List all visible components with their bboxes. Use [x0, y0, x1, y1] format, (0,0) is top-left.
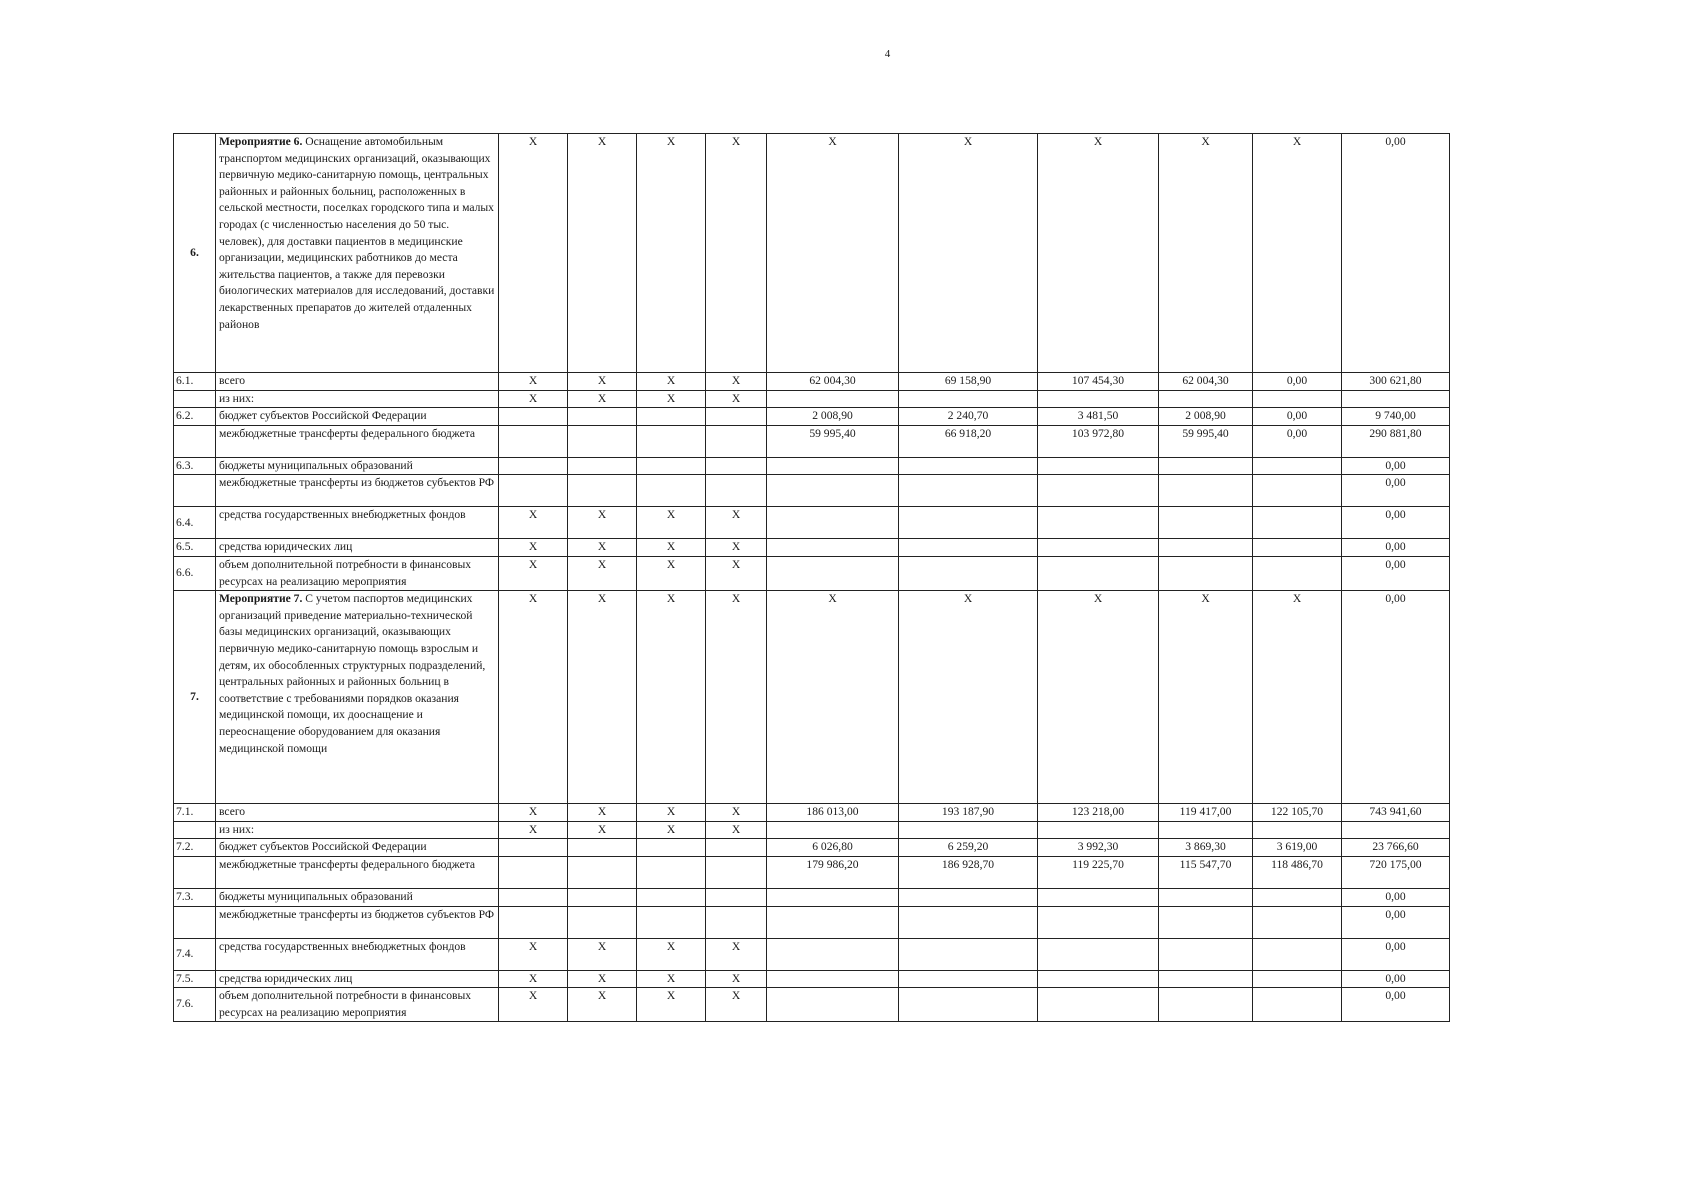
- value-cell: X: [637, 988, 706, 1022]
- value-cell: [1038, 475, 1159, 507]
- value-cell: X: [637, 390, 706, 408]
- value-cell: X: [637, 804, 706, 822]
- table-row: [174, 390, 1450, 408]
- value-cell: [499, 839, 568, 857]
- value-cell: 119 225,70: [1038, 856, 1159, 888]
- value-cell: 3 992,30: [1038, 839, 1159, 857]
- value-cell: X: [568, 373, 637, 391]
- value-cell: 59 995,40: [767, 425, 899, 457]
- value-cell: 186 013,00: [767, 804, 899, 822]
- value-cell: [1253, 390, 1342, 408]
- row-label: межбюджетные трансферты из бюджетов субъектов РФ: [216, 475, 499, 507]
- value-cell: X: [499, 373, 568, 391]
- value-cell: 0,00: [1342, 457, 1450, 475]
- value-cell: 103 972,80: [1038, 425, 1159, 457]
- value-cell: [1342, 821, 1450, 839]
- row-number: 6.6.: [174, 556, 216, 590]
- value-cell: 2 240,70: [899, 408, 1038, 426]
- row-label: межбюджетные трансферты из бюджетов субъектов РФ: [216, 906, 499, 938]
- value-cell: 23 766,60: [1342, 839, 1450, 857]
- value-cell: X: [1038, 134, 1159, 373]
- value-cell: [767, 970, 899, 988]
- row-number: 7.2.: [174, 839, 216, 857]
- table-row: [174, 507, 1450, 539]
- measure-text: С учетом паспортов медицинских организаций приведение материально-технической базы медицинских организаций, оказывающих первичную медико-санитарную помощь взрослым и детям, их обособленных структурных подразделений, центральных районных и районных больниц в соответствие с требованиями порядков оказания медицинской помощи, их дооснащение и переоснащение оборудованием для оказания медицинской помощи: [219, 592, 486, 755]
- value-cell: [706, 856, 767, 888]
- value-cell: 179 986,20: [767, 856, 899, 888]
- value-cell: X: [499, 507, 568, 539]
- value-cell: 2 008,90: [767, 408, 899, 426]
- value-cell: [1038, 556, 1159, 590]
- value-cell: [767, 390, 899, 408]
- row-label: межбюджетные трансферты федерального бюджета: [216, 425, 499, 457]
- value-cell: [1253, 457, 1342, 475]
- value-cell: X: [568, 507, 637, 539]
- value-cell: 3 619,00: [1253, 839, 1342, 857]
- value-cell: [767, 888, 899, 906]
- value-cell: X: [499, 390, 568, 408]
- table-row: [174, 804, 1450, 822]
- page-number: 4: [884, 48, 891, 60]
- value-cell: 0,00: [1253, 373, 1342, 391]
- row-number: 6.1.: [174, 373, 216, 391]
- value-cell: [899, 475, 1038, 507]
- table-row: [174, 539, 1450, 557]
- value-cell: 0,00: [1342, 539, 1450, 557]
- value-cell: [637, 425, 706, 457]
- value-cell: 123 218,00: [1038, 804, 1159, 822]
- value-cell: 118 486,70: [1253, 856, 1342, 888]
- value-cell: 193 187,90: [899, 804, 1038, 822]
- value-cell: [499, 475, 568, 507]
- row-number: 6.: [174, 134, 216, 373]
- value-cell: [899, 821, 1038, 839]
- value-cell: 0,00: [1342, 475, 1450, 507]
- value-cell: [1159, 938, 1253, 970]
- value-cell: [899, 906, 1038, 938]
- value-cell: 6 259,20: [899, 839, 1038, 857]
- table-row: [174, 938, 1450, 970]
- value-cell: 62 004,30: [767, 373, 899, 391]
- measure-description: [216, 134, 499, 373]
- measure-text: Оснащение автомобильным транспортом медицинских организаций, оказывающих первичную медико-санитарную помощь, центральных районных и районных больниц, расположенных в сельской местности, поселках городского типа и малых городах (с численностью населения до 50 тыс. человек), для доставки пациентов в медицинские организации, медицинских работников до места жительства пациентов, а также для перевозки биологических материалов для исследований, доставки лекарственных препаратов до жителей отдаленных районов: [219, 135, 495, 331]
- value-cell: X: [499, 988, 568, 1022]
- row-number: 7.4.: [174, 938, 216, 970]
- row-number: 6.2.: [174, 408, 216, 426]
- value-cell: X: [568, 591, 637, 804]
- row-label: средства юридических лиц: [216, 539, 499, 557]
- table-row: [174, 556, 1450, 590]
- value-cell: X: [568, 988, 637, 1022]
- value-cell: [1253, 539, 1342, 557]
- value-cell: [1253, 988, 1342, 1022]
- value-cell: [1038, 507, 1159, 539]
- value-cell: X: [706, 556, 767, 590]
- value-cell: [767, 457, 899, 475]
- value-cell: [1038, 390, 1159, 408]
- table-row: [174, 425, 1450, 457]
- value-cell: 0,00: [1342, 556, 1450, 590]
- value-cell: [1038, 539, 1159, 557]
- value-cell: [899, 457, 1038, 475]
- value-cell: [637, 475, 706, 507]
- row-label: объем дополнительной потребности в финансовых ресурсах на реализацию мероприятия: [216, 556, 499, 590]
- value-cell: [767, 475, 899, 507]
- value-cell: [899, 970, 1038, 988]
- value-cell: [706, 457, 767, 475]
- value-cell: [767, 507, 899, 539]
- value-cell: X: [1253, 591, 1342, 804]
- value-cell: 0,00: [1253, 425, 1342, 457]
- value-cell: 9 740,00: [1342, 408, 1450, 426]
- row-number: [174, 856, 216, 888]
- value-cell: [899, 539, 1038, 557]
- value-cell: [568, 888, 637, 906]
- row-number: [174, 475, 216, 507]
- value-cell: [1253, 556, 1342, 590]
- value-cell: [899, 507, 1038, 539]
- value-cell: 59 995,40: [1159, 425, 1253, 457]
- row-number: 7.5.: [174, 970, 216, 988]
- value-cell: 6 026,80: [767, 839, 899, 857]
- row-number: [174, 390, 216, 408]
- value-cell: [568, 906, 637, 938]
- row-label: бюджеты муниципальных образований: [216, 888, 499, 906]
- value-cell: 3 869,30: [1159, 839, 1253, 857]
- value-cell: [637, 906, 706, 938]
- row-number: [174, 906, 216, 938]
- value-cell: [1253, 970, 1342, 988]
- value-cell: 0,00: [1342, 591, 1450, 804]
- value-cell: X: [706, 970, 767, 988]
- value-cell: 290 881,80: [1342, 425, 1450, 457]
- value-cell: [1038, 988, 1159, 1022]
- value-cell: [767, 539, 899, 557]
- row-number: 6.3.: [174, 457, 216, 475]
- value-cell: X: [706, 134, 767, 373]
- value-cell: X: [637, 970, 706, 988]
- value-cell: [1159, 457, 1253, 475]
- measure-title: Мероприятие 6.: [219, 135, 303, 148]
- value-cell: [706, 425, 767, 457]
- value-cell: [1038, 906, 1159, 938]
- value-cell: 0,00: [1342, 988, 1450, 1022]
- value-cell: X: [1159, 591, 1253, 804]
- value-cell: [767, 556, 899, 590]
- value-cell: X: [499, 134, 568, 373]
- value-cell: [1038, 888, 1159, 906]
- row-number: 7.3.: [174, 888, 216, 906]
- value-cell: [1038, 970, 1159, 988]
- value-cell: [767, 988, 899, 1022]
- value-cell: [499, 856, 568, 888]
- table-row: [174, 408, 1450, 426]
- value-cell: [706, 888, 767, 906]
- value-cell: [637, 888, 706, 906]
- value-cell: [637, 839, 706, 857]
- row-label: из них:: [216, 821, 499, 839]
- value-cell: [899, 888, 1038, 906]
- value-cell: 69 158,90: [899, 373, 1038, 391]
- table-row: [174, 373, 1450, 391]
- value-cell: 186 928,70: [899, 856, 1038, 888]
- value-cell: X: [899, 134, 1038, 373]
- value-cell: [568, 856, 637, 888]
- value-cell: X: [706, 591, 767, 804]
- value-cell: [1038, 938, 1159, 970]
- value-cell: X: [637, 556, 706, 590]
- row-label: средства государственных внебюджетных фондов: [216, 938, 499, 970]
- value-cell: [637, 408, 706, 426]
- value-cell: [1253, 906, 1342, 938]
- row-label: объем дополнительной потребности в финансовых ресурсах на реализацию мероприятия: [216, 988, 499, 1022]
- value-cell: X: [1038, 591, 1159, 804]
- value-cell: 0,00: [1342, 888, 1450, 906]
- value-cell: 62 004,30: [1159, 373, 1253, 391]
- measure-row: [174, 134, 1450, 373]
- value-cell: X: [499, 970, 568, 988]
- row-number: [174, 821, 216, 839]
- value-cell: 0,00: [1342, 906, 1450, 938]
- row-label: из них:: [216, 390, 499, 408]
- value-cell: X: [568, 970, 637, 988]
- value-cell: 0,00: [1253, 408, 1342, 426]
- value-cell: X: [568, 556, 637, 590]
- value-cell: X: [899, 591, 1038, 804]
- value-cell: [899, 556, 1038, 590]
- value-cell: [899, 938, 1038, 970]
- value-cell: [1038, 821, 1159, 839]
- value-cell: [568, 408, 637, 426]
- value-cell: X: [499, 591, 568, 804]
- value-cell: [499, 425, 568, 457]
- row-number: [174, 425, 216, 457]
- value-cell: [1253, 938, 1342, 970]
- value-cell: [1159, 988, 1253, 1022]
- value-cell: 720 175,00: [1342, 856, 1450, 888]
- value-cell: [568, 425, 637, 457]
- value-cell: 0,00: [1342, 507, 1450, 539]
- value-cell: 115 547,70: [1159, 856, 1253, 888]
- value-cell: [767, 938, 899, 970]
- value-cell: [568, 839, 637, 857]
- value-cell: [568, 457, 637, 475]
- value-cell: [1253, 888, 1342, 906]
- measure-description: [216, 591, 499, 804]
- row-label: межбюджетные трансферты федерального бюджета: [216, 856, 499, 888]
- row-number: 7.6.: [174, 988, 216, 1022]
- value-cell: X: [568, 804, 637, 822]
- value-cell: [1159, 507, 1253, 539]
- value-cell: [767, 906, 899, 938]
- row-label: всего: [216, 373, 499, 391]
- row-label: бюджет субъектов Российской Федерации: [216, 839, 499, 857]
- value-cell: [499, 457, 568, 475]
- value-cell: X: [706, 507, 767, 539]
- value-cell: [1159, 888, 1253, 906]
- value-cell: X: [706, 988, 767, 1022]
- value-cell: X: [706, 938, 767, 970]
- value-cell: [1253, 821, 1342, 839]
- value-cell: [1342, 390, 1450, 408]
- value-cell: [1159, 539, 1253, 557]
- value-cell: 2 008,90: [1159, 408, 1253, 426]
- table-row: [174, 821, 1450, 839]
- value-cell: [499, 906, 568, 938]
- value-cell: X: [637, 539, 706, 557]
- value-cell: X: [637, 938, 706, 970]
- value-cell: [706, 839, 767, 857]
- table-row: [174, 475, 1450, 507]
- value-cell: 122 105,70: [1253, 804, 1342, 822]
- value-cell: X: [499, 804, 568, 822]
- value-cell: [1253, 507, 1342, 539]
- value-cell: 3 481,50: [1038, 408, 1159, 426]
- value-cell: 743 941,60: [1342, 804, 1450, 822]
- value-cell: X: [706, 821, 767, 839]
- value-cell: X: [568, 134, 637, 373]
- value-cell: [706, 906, 767, 938]
- value-cell: X: [637, 821, 706, 839]
- value-cell: [499, 888, 568, 906]
- value-cell: [1159, 556, 1253, 590]
- value-cell: X: [706, 539, 767, 557]
- value-cell: 107 454,30: [1038, 373, 1159, 391]
- row-number: 7.: [174, 591, 216, 804]
- value-cell: [1253, 475, 1342, 507]
- value-cell: 0,00: [1342, 970, 1450, 988]
- table-row: [174, 856, 1450, 888]
- row-label: бюджет субъектов Российской Федерации: [216, 408, 499, 426]
- value-cell: [767, 821, 899, 839]
- row-label: средства государственных внебюджетных фондов: [216, 507, 499, 539]
- value-cell: [568, 475, 637, 507]
- row-label: средства юридических лиц: [216, 970, 499, 988]
- value-cell: X: [1253, 134, 1342, 373]
- value-cell: [706, 408, 767, 426]
- value-cell: 119 417,00: [1159, 804, 1253, 822]
- measure-title: Мероприятие 7.: [219, 592, 303, 606]
- value-cell: [499, 408, 568, 426]
- value-cell: X: [499, 938, 568, 970]
- value-cell: X: [706, 390, 767, 408]
- value-cell: X: [568, 938, 637, 970]
- value-cell: X: [706, 804, 767, 822]
- value-cell: X: [568, 390, 637, 408]
- value-cell: X: [568, 821, 637, 839]
- value-cell: 66 918,20: [899, 425, 1038, 457]
- value-cell: X: [499, 821, 568, 839]
- table-row: [174, 839, 1450, 857]
- value-cell: X: [1159, 134, 1253, 373]
- table-row: [174, 970, 1450, 988]
- value-cell: [899, 988, 1038, 1022]
- row-number: 7.1.: [174, 804, 216, 822]
- value-cell: [1159, 821, 1253, 839]
- value-cell: [706, 475, 767, 507]
- value-cell: X: [499, 539, 568, 557]
- value-cell: [1038, 457, 1159, 475]
- value-cell: [637, 457, 706, 475]
- table-row: [174, 888, 1450, 906]
- table-row: [174, 457, 1450, 475]
- row-number: 6.4.: [174, 507, 216, 539]
- value-cell: X: [637, 591, 706, 804]
- value-cell: [637, 856, 706, 888]
- value-cell: X: [499, 556, 568, 590]
- value-cell: [899, 390, 1038, 408]
- value-cell: [1159, 475, 1253, 507]
- value-cell: [1159, 390, 1253, 408]
- value-cell: X: [767, 591, 899, 804]
- value-cell: X: [637, 134, 706, 373]
- measure-row: [174, 591, 1450, 804]
- table-row: [174, 906, 1450, 938]
- value-cell: X: [637, 373, 706, 391]
- value-cell: X: [637, 507, 706, 539]
- table-row: [174, 988, 1450, 1022]
- value-cell: X: [767, 134, 899, 373]
- value-cell: [1159, 970, 1253, 988]
- value-cell: 300 621,80: [1342, 373, 1450, 391]
- value-cell: 0,00: [1342, 134, 1450, 373]
- value-cell: 0,00: [1342, 938, 1450, 970]
- budget-table: [173, 133, 1450, 1022]
- value-cell: [1159, 906, 1253, 938]
- value-cell: X: [706, 373, 767, 391]
- value-cell: X: [568, 539, 637, 557]
- row-label: всего: [216, 804, 499, 822]
- row-number: 6.5.: [174, 539, 216, 557]
- row-label: бюджеты муниципальных образований: [216, 457, 499, 475]
